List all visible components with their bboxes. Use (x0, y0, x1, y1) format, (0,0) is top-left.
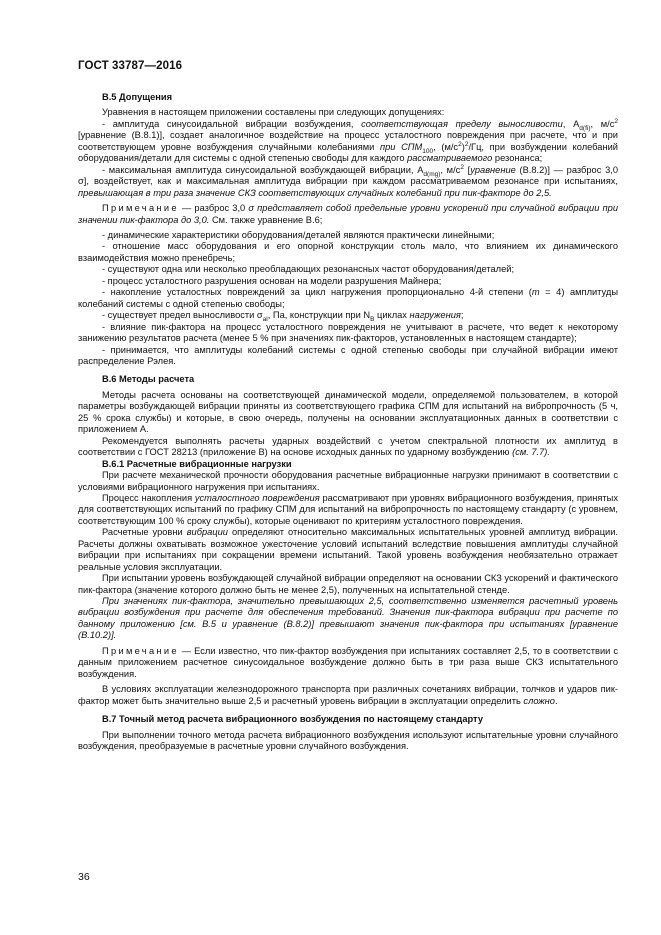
list-item: - отношение масс оборудования и его опорной конструкции столь мало, что влиянием их динамического взаимодействия можно пренебречь; (78, 241, 618, 263)
paragraph: При выполнении точного метода расчета вибрационного возбуждения используют испытательные уровни случайного возбуждения, преобразуемые в расчетные уровни случайного возбуждения. (78, 729, 618, 752)
page-content (78, 92, 618, 752)
section-title-b5: В.5 Допущения (102, 92, 173, 102)
paragraph: Расчетные уровни вибрации определяют относительно максимальных испытательных уровней амплитуд вибрации. Расчеты должны охватывать возможное ужесточение условий испытаний вследствие повышения амплитуды случайной вибрации при испытаниях при сокращении времени испытаний. Такой уровень возбуждения необязательно отражает реальные условия эксплуатации. (78, 527, 618, 572)
subsection-title-b6-1: В.6.1 Расчетные вибрационные нагрузки (102, 458, 292, 469)
section-title-b6: В.6 Методы расчета (102, 374, 195, 385)
paragraph: Методы расчета основаны на соответствующей динамической модели, определяемой пользователем, в которой параметры возбуждающей вибрации приняты из соответствующего графика СПМ для испытаний на вибропрочность (5 ч, 25 % срока службы) и которые, в свою очередь, получены на основании эксплуатационных данных в соответствии с приложением А. (78, 389, 618, 435)
paragraph: Уравнения в настоящем приложении составлены при следующих допущениях: (102, 107, 445, 118)
paragraph-italic: При значениях пик-фактора, значительно превышающих 2,5, соответственно изменяется расчетный уровень вибрации возбуждения при расчете для обеспечения требований. Значения пик-фактора вибрации при расчете по данному приложению [см. В.5 и уравнение (В.8.2)] превышают значения пик-фактора при испытаниях [уравнение (В.10.2)]. (78, 596, 618, 641)
paragraph: В условиях эксплуатации железнодорожного транспорта при различных сочетаниях вибрации, толчков и ударов пик-фактор может быть значительно выше 2,5 и расчетный уровень вибрации в эксплуатации определить сложно. (78, 684, 618, 706)
note: Примечание — разброс 3,0 σ представляет собой предельные уровни ускорений при случайной вибрации при значении пик-фактора до 3,0. См. также уравнение В.6; (78, 203, 618, 225)
list-item: - максимальная амплитуда синусоидальной возбуждающей вибрации, $A_{d(mg)}$, $м/с^2$ [уравнение (В.8.2)] — разброс 3,0 σ], воздействует, как и максимальная амплитуда вибрации при каждом рассматриваемом резонансе при испытаниях, превышающая в три раза значение СКЗ соответствующих случайных колебаний при пик-факторе до 2,5. (78, 163, 618, 198)
list-item: - динамические характеристики оборудования/деталей являются практически линейными; (102, 229, 495, 240)
paragraph: Процесс накопления усталостного повреждения рассматривают при уровнях вибрационного возбуждения, принятых для соответствующих испытаний по графику СПМ для испытаний на вибропрочность по настоящему стандарту (с уровнем, соответствующим 100 % сроку службы), которые оценивают по критериям усталостного повреждения. (78, 492, 619, 526)
list-item: - принимается, что амплитуды колебаний системы с одной степенью свободы при случайной вибрации имеют распределение Рэлея. (78, 344, 618, 366)
list-item: - влияние пик-фактора на процесс усталостного повреждения не учитывают в расчете, что ведет к некоторому занижению результатов расчета (менее 5 % при значениях пик-факторов, установленных в настоящем стандарте); (78, 321, 618, 344)
page-number: 36 (78, 871, 90, 883)
list-item: - накопление усталостных повреждений за цикл нагружения пропорционально 4-й степени (m = 4) амплитуды колебаний системы с одной степенью свободы; (78, 287, 618, 309)
note: Примечание — Если известно, что пик-фактор возбуждения при испытаниях составляет 2,5, то в соответствии с данным приложением расчетное синусоидальное возбуждение должно быть в три раза выше СКЗ испытательного возбуждения. (78, 645, 618, 679)
list-item: - процесс усталостного разрушения основан на модели разрушения Майнера; (102, 275, 442, 286)
section-title-b7: В.7 Точный метод расчета вибрационного возбуждения по настоящему стандарту (102, 714, 484, 725)
paragraph: Рекомендуется выполнять расчеты ударных воздействий с учетом спектральной плотности их амплитуд в соответствии с ГОСТ 28213 (приложение В) на основе исходных данных по ударному возбуждению (см. 7.7). (78, 435, 618, 458)
list-item: - существует предел выносливости $\sigma_{al}$, Па, конструкции при $N_B$ циклах нагружения; (102, 310, 464, 324)
document-code: ГОСТ 33787—2016 (78, 60, 183, 72)
paragraph: При испытании уровень возбуждающей случайной вибрации определяют на основании СКЗ ускорений и фактического пик-фактора (значение которого должно быть не менее 2,5), полученных на испытательной стенде. (78, 573, 618, 595)
list-item: - амплитуда синусоидальной вибрации возбуждения, соответствующая пределу выносливости, $A_{d(fi)}$, $м/с^2$ [уравнение (В.8.1)], создает аналогичное воздействие на процесс усталостного повреждения при расчете, что и при соответствующем уровне возбуждения случайными колебаниями при $СПМ_{100}$, $(м/с^2)^2/Гц$, при возбуждении колебаний оборудования/детали для системы с одной степенью свободы для каждого рассматриваемого резонанса; (78, 117, 618, 164)
paragraph: При расчете механической прочности оборудования расчетные вибрационные нагрузки принимают в соответствии с условиями вибрационного нагружения при испытаниях. (78, 470, 618, 492)
list-item: - существуют одна или несколько преобладающих резонансных частот оборудования/деталей; (102, 264, 515, 275)
